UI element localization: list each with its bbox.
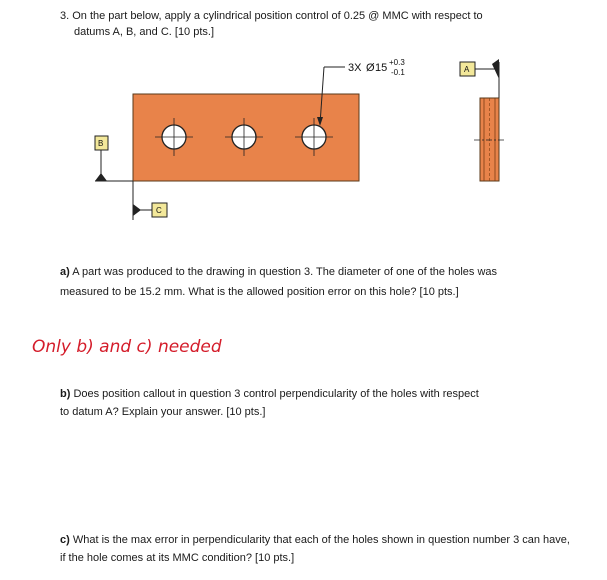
question-c-label: c) [60, 534, 70, 546]
datum-c-symbol [133, 181, 167, 220]
diameter-symbol: Ø [366, 62, 375, 74]
datum-b-label: B [98, 139, 104, 148]
question-c-line-2: if the hole comes at its MMC condition? [10 pts.] [60, 552, 295, 564]
question-c-text-1: What is the max error in perpendicularity that each of the holes shown in question number 3 can have, [69, 534, 570, 546]
part-side-view [474, 98, 505, 181]
callout-tolerance-plus: +0.3 [389, 58, 405, 67]
question-a-line-1 [60, 264, 497, 280]
handwritten-note: Only b) and c) needed [32, 337, 222, 357]
question-c-line-1 [60, 532, 570, 548]
question-b-text-1: Does position callout in question 3 control perpendicularity of the holes with respect [70, 388, 479, 400]
question-a-line-2: measured to be 15.2 mm. What is the allowed position error on this hole? [10 pts.] [60, 286, 459, 298]
datum-a-label: A [464, 65, 470, 74]
question-b-label: b) [60, 388, 71, 400]
question-b-line-2: to datum A? Explain your answer. [10 pts.] [60, 406, 266, 418]
question-b-line-1 [60, 386, 479, 402]
question-a-label: a) [60, 266, 70, 278]
callout-size: 15 [375, 62, 388, 74]
callout-count: 3X [348, 62, 362, 74]
callout-tolerance-minus: -0.1 [391, 68, 405, 77]
question-3-line-1: 3. On the part below, apply a cylindrical position control of 0.25 @ MMC with respect to [60, 10, 483, 22]
question-3-line-2: datums A, B, and C. [10 pts.] [74, 26, 215, 38]
datum-c-label: C [156, 206, 162, 215]
question-a-text-1: A part was produced to the drawing in question 3. The diameter of one of the holes was [69, 266, 498, 278]
